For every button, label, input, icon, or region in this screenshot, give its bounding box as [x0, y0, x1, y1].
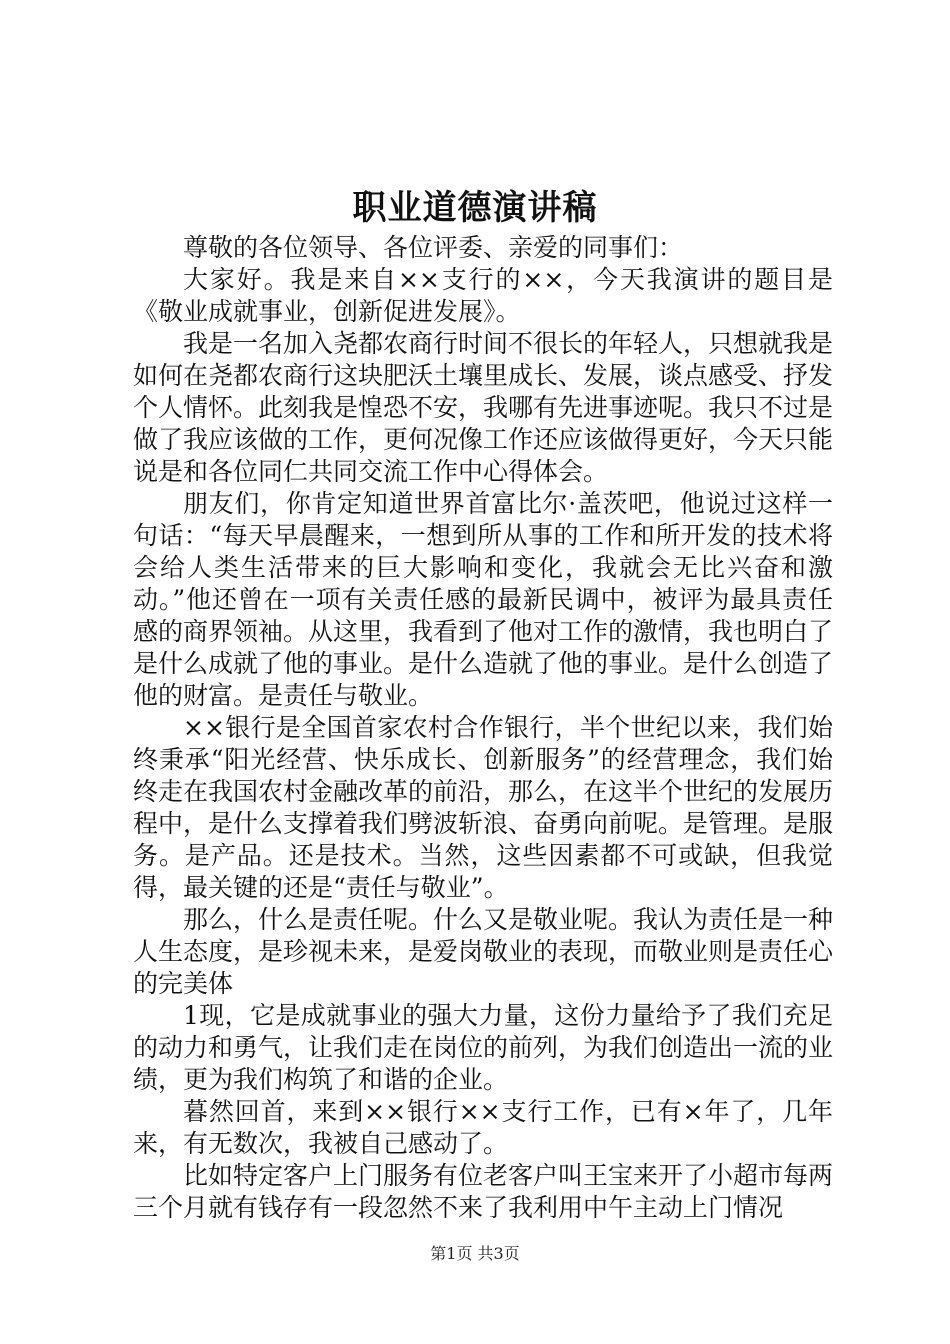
document-body: [133, 232, 833, 1224]
paragraph: 朋友们，你肯定知道世界首富比尔·盖茨吧，他说过这样一句话：“每天早晨醒来，一想到所从事的工作和所开发的技术将会给人类生活带来的巨大影响和变化，我就会无比兴奋和激动。”他还曾在一项有关责任感的最新民调中，被评为最具责任感的商界领袖。从这里，我看到了他对工作的激情，我也明白了是什么成就了他的事业。是什么造就了他的事业。是什么创造了他的财富。是责任与敬业。: [133, 489, 834, 710]
paragraph: ××银行是全国首家农村合作银行，半个世纪以来，我们始终秉承“阳光经营、快乐成长、创新服务”的经营理念，我们始终走在我国农村金融改革的前沿，那么，在这半个世纪的发展历程中，是什么支撑着我们劈波斩浪、奋勇向前呢。是管理。是服务。是产品。还是技术。当然，这些因素都不可或缺，但我觉得，最关键的还是“责任与敬业”。: [133, 713, 834, 902]
paragraph: 暮然回首，来到××银行××支行工作，已有×年了，几年来，有无数次，我被自己感动了。: [133, 1097, 833, 1158]
document-title: 职业道德演讲稿: [352, 188, 598, 228]
paragraph: 1现，它是成就事业的强大力量，这份力量给予了我们充足的动力和勇气，让我们走在岗位的前列，为我们创造出一流的业绩，更为我们构筑了和谐的企业。: [133, 1001, 834, 1094]
paragraph: 那么，什么是责任呢。什么又是敬业呢。我认为责任是一种人生态度，是珍视未来，是爱岗敬业的表现，而敬业则是责任心的完美体: [133, 905, 834, 998]
paragraph: 大家好。我是来自××支行的××，今天我演讲的题目是《敬业成就事业，创新促进发展》。: [133, 265, 833, 326]
paragraph: 尊敬的各位领导、各位评委、亲爱的同事们：: [183, 233, 684, 262]
page-number-footer: 第1页 共3页: [430, 1244, 520, 1263]
paragraph: 我是一名加入尧都农商行时间不很长的年轻人，只想就我是如何在尧都农商行这块肥沃土壤里成长、发展，谈点感受、抒发个人情怀。此刻我是惶恐不安，我哪有先进事迹呢。我只不过是做了我应该做的工作，更何况像工作还应该做得更好，今天只能说是和各位同仁共同交流工作中心得体会。: [133, 329, 834, 486]
paragraph: 比如特定客户上门服务有位老客户叫王宝来开了小超市每两三个月就有钱存有一段忽然不来了我利用中午主动上门情况: [133, 1161, 834, 1222]
